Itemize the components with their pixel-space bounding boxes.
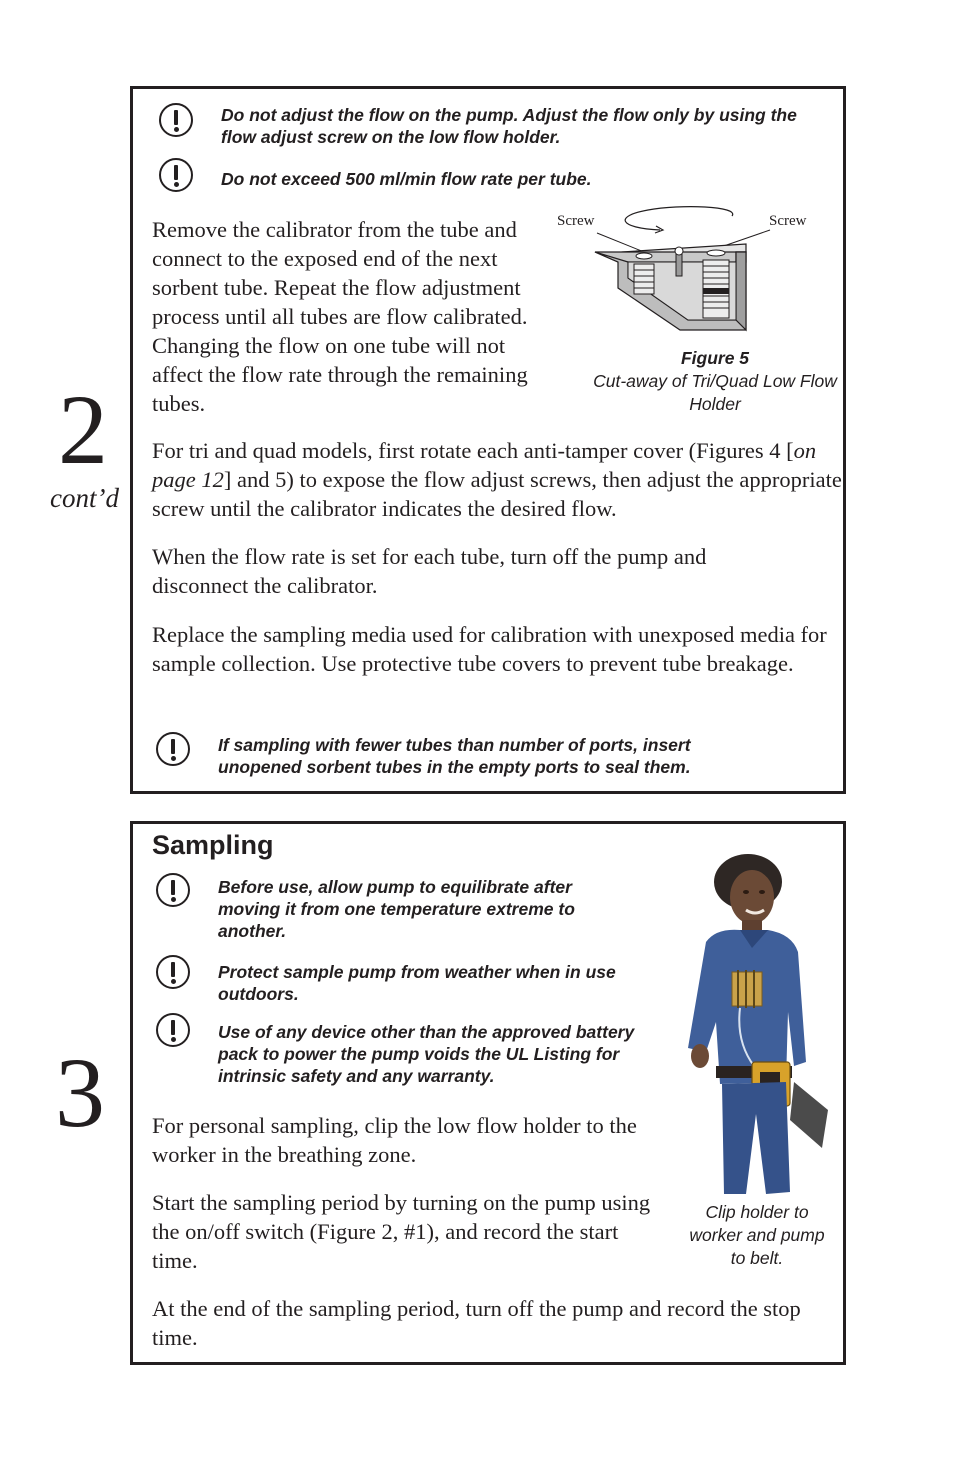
section-heading: Sampling	[152, 830, 274, 860]
step-number: 2	[58, 374, 108, 485]
warning-text: Use of any device other than the approved battery pack to power the pump voids the UL Listing for intrinsic safety and any warranty.	[218, 1022, 635, 1086]
warning-icon	[156, 732, 190, 766]
warning-text: Do not adjust the flow on the pump. Adjust the flow only by using the flow adjust screw on the low flow holder.	[221, 105, 797, 147]
photo-caption: Clip holder to worker and pump to belt.	[689, 1202, 825, 1268]
warning-fewer-tubes	[156, 732, 836, 778]
warning-flow-adjust	[159, 103, 839, 149]
warning-icon	[156, 955, 190, 989]
warning-icon	[159, 158, 193, 192]
personal-sampling-paragraph: For personal sampling, clip the low flow holder to the worker in the breathing zone.	[152, 1113, 637, 1167]
worker-with-pump-photo	[676, 852, 836, 1200]
figure-5-caption	[590, 347, 840, 416]
screw-label-right: Screw	[769, 213, 807, 229]
warning-icon	[159, 103, 193, 137]
warning-text: Protect sample pump from weather when in use outdoors.	[218, 962, 616, 1004]
page-reference: on page 12	[152, 438, 817, 492]
warning-battery-pack	[156, 1013, 656, 1085]
figure-5-caption-text: Cut-away of Tri/Quad Low Flow Holder	[593, 371, 837, 414]
start-sampling-paragraph: Start the sampling period by turning on the pump using the on/off switch (Figure 2, #1), and record the start time.	[152, 1190, 651, 1273]
tri-quad-paragraph	[152, 436, 842, 523]
warning-weather	[156, 955, 676, 1003]
continued-label: cont’d	[50, 483, 119, 513]
screw-label-left: Screw	[557, 213, 595, 229]
intro-paragraph: Remove the calibrator from the tube and connect to the exposed end of the next sorbent tube. Repeat the flow adjustment process until all tubes are flow calibrated. Changing the flow on one tube will not affect the flow rate through the remaining tubes.	[152, 217, 528, 416]
flow-rate-set-paragraph: When the flow rate is set for each tube, turn off the pump and disconnect the calibrator.	[152, 544, 707, 598]
warning-icon	[156, 1013, 190, 1047]
low-flow-holder-cutaway-diagram	[560, 200, 820, 340]
warning-text: Before use, allow pump to equilibrate after moving it from one temperature extreme to another.	[218, 877, 575, 941]
figure-5-label: Figure 5	[680, 348, 750, 368]
tri-quad-text-start: For tri and quad models, first rotate each anti-tamper cover (Figures 4 [	[152, 438, 794, 463]
replace-media-paragraph: Replace the sampling media used for calibration with unexposed media for sample collection. Use protective tube covers to prevent tube breakage.	[152, 622, 827, 676]
warning-icon	[156, 873, 190, 907]
warning-text: If sampling with fewer tubes than number of ports, insert unopened sorbent tubes in the empty ports to seal them.	[218, 735, 691, 777]
warning-max-flow	[159, 158, 839, 194]
end-sampling-paragraph: At the end of the sampling period, turn off the pump and record the stop time.	[152, 1296, 801, 1350]
tri-quad-text-end: ] and 5) to expose the flow adjust screws, then adjust the appropriate screw until the calibrator indicates the desired flow.	[152, 467, 842, 521]
step-number: 3	[55, 1037, 105, 1148]
warning-equilibrate	[156, 873, 656, 945]
warning-text: Do not exceed 500 ml/min flow rate per tube.	[221, 169, 592, 189]
